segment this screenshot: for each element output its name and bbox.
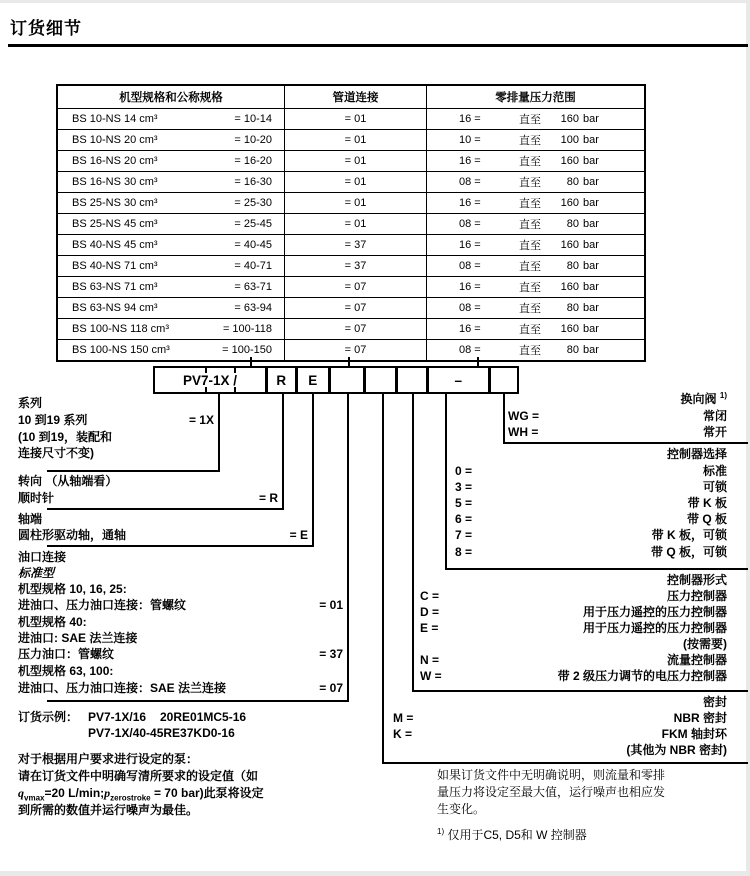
example-label: 订货示例：: [18, 710, 79, 724]
pipe-code: = 37: [285, 256, 427, 276]
pressure-prefix: 直至: [519, 135, 541, 147]
pressure-prefix: 直至: [519, 198, 541, 210]
pipe-code: = 07: [285, 298, 427, 318]
pressure-unit: bar: [583, 218, 599, 230]
controller-sel-code: 7 =: [455, 528, 473, 542]
controller-sel-code: 5 =: [455, 496, 473, 510]
section-rule: [503, 442, 748, 444]
pzero-symbol: p: [104, 786, 111, 800]
connector-line-shaft: [312, 394, 314, 545]
controller-sel-title: 控制器选择: [666, 447, 727, 461]
pipe-code: = 01: [285, 151, 427, 171]
controller-sel-code: 3 =: [455, 480, 473, 494]
code-box-seal: [364, 366, 398, 394]
default-note-line: 量压力将设定至最大值，运行噪声也相应发: [437, 785, 666, 799]
series-note-line: 连接尺寸不变): [18, 446, 94, 460]
model-label: BS 25-NS 45 cm³: [72, 218, 158, 230]
controller-sel-option: [455, 480, 727, 494]
custom-note-line: 对于根据用户要求进行设定的泵：: [18, 752, 199, 766]
qvmax-subscript: vmax: [24, 793, 45, 803]
pressure-value: 80: [566, 218, 579, 230]
controller-sel-code: 0 =: [455, 464, 473, 478]
valve-option-desc: 常闭: [702, 409, 727, 423]
ports-group3-option: [18, 681, 343, 695]
controller-form-code: E =: [420, 621, 439, 635]
controller-form-desc: 用于压力遥控的压力控制器: [582, 605, 727, 619]
ports-group1-title: 机型规格 10, 16, 25:: [18, 582, 127, 596]
ports-group3-label: 进油口、压力油口连接：SAE 法兰连接: [18, 681, 227, 695]
size-code: = 10-14: [234, 113, 272, 125]
connector-line-ports: [347, 394, 349, 700]
pressure-prefix: 直至: [519, 282, 541, 294]
controller-form-desc: 压力控制器: [666, 589, 727, 603]
valve-footnote-marker: 1): [719, 391, 727, 400]
pressure-code: 08 =: [459, 302, 481, 314]
table-row: [58, 255, 644, 276]
section-rule: [412, 690, 748, 692]
pressure-value: 80: [566, 302, 579, 314]
pressure-unit: bar: [583, 113, 599, 125]
pressure-prefix: 直至: [519, 303, 541, 315]
pressure-prefix: 直至: [519, 219, 541, 231]
ports-group2-line1: 进油口: SAE 法兰连接: [18, 631, 138, 645]
controller-sel-desc: 带 Q 板，可锁: [650, 545, 727, 559]
pressure-code: 08 =: [459, 218, 481, 230]
seal-option-code: K =: [393, 727, 413, 741]
formula-mid: =20 L/min;: [44, 786, 105, 800]
model-label: BS 100-NS 118 cm³: [72, 323, 170, 335]
model-label: BS 16-NS 20 cm³: [72, 155, 158, 167]
seal-option-desc: FKM 轴封环: [661, 727, 727, 741]
table-row: [58, 192, 644, 213]
pressure-value: 80: [566, 176, 579, 188]
size-code: = 25-45: [234, 218, 272, 230]
controller-sel-desc: 带 K 板，可锁: [651, 528, 727, 542]
connector-line-controller-sel: [445, 394, 447, 568]
shaft-code-label: E: [308, 372, 318, 388]
model-label: BS 16-NS 30 cm³: [72, 176, 158, 188]
seal-title: 密封: [702, 695, 727, 709]
controller-sel-desc: 标准: [702, 464, 727, 478]
section-rule: [382, 762, 748, 764]
pressure-code: 08 =: [459, 344, 481, 356]
header-pressure: 零排量压力范围: [495, 92, 576, 104]
section-rule: [47, 470, 220, 472]
pressure-value: 80: [566, 344, 579, 356]
controller-form-option: [420, 589, 727, 603]
controller-form-title: 控制器形式: [666, 573, 727, 587]
controller-form-code: D =: [420, 605, 440, 619]
pressure-code: 10 =: [459, 134, 481, 146]
pressure-code: 16 =: [459, 155, 481, 167]
pressure-unit: bar: [583, 134, 599, 146]
ports-title: 油口连接: [18, 550, 67, 564]
valve-option: [508, 409, 727, 423]
seal-option: [393, 743, 727, 757]
controller-sel-option: [455, 528, 727, 542]
code-separator-tick: [234, 368, 236, 373]
title-rule: [8, 44, 748, 47]
pressure-prefix: 直至: [519, 240, 541, 252]
connector-line-controller-form: [412, 394, 414, 690]
controller-form-option: [420, 669, 727, 683]
header-model: 机型规格和公称规格: [58, 86, 285, 108]
footnote-text: 仅用于C5, D5和 W 控制器: [444, 828, 587, 842]
page-title: 订货细节: [10, 19, 82, 38]
pressure-code: 16 =: [459, 239, 481, 251]
size-code: = 25-30: [234, 197, 272, 209]
model-selection-table: [56, 84, 646, 362]
pressure-code: 16 =: [459, 197, 481, 209]
shaft-title: 轴端: [18, 512, 43, 526]
pressure-prefix: 直至: [519, 345, 541, 357]
formula-tail: = 70 bar)此泵将设定: [150, 786, 264, 800]
ports-group2-title: 机型规格 40:: [18, 615, 87, 629]
section-rule: [47, 508, 284, 510]
section-rule: [47, 545, 314, 547]
default-note-line: 如果订货文件中无明确说明，则流量和零排: [437, 768, 666, 782]
example-code-1b: 20RE01MC5-16: [160, 710, 247, 724]
section-rule: [47, 700, 349, 702]
table-row: [58, 108, 644, 129]
pressure-value: 160: [560, 281, 579, 293]
table-row: [58, 276, 644, 297]
table-row: [58, 150, 644, 171]
model-label: BS 40-NS 45 cm³: [72, 239, 158, 251]
custom-note-line: 请在订货文件中明确写清所要求的设定值（如: [18, 769, 259, 783]
code-separator-tick: [205, 368, 207, 373]
controller-form-code: C =: [420, 589, 440, 603]
page-edge: [0, 871, 750, 876]
connector-line: [250, 357, 252, 366]
controller-sel-option: [455, 464, 727, 478]
controller-form-code: W =: [420, 669, 442, 683]
default-note-line: 生变化。: [437, 802, 486, 816]
header-pipe: 管道连接: [285, 86, 427, 108]
model-label: BS 100-NS 150 cm³: [72, 344, 170, 356]
pressure-prefix: 直至: [519, 177, 541, 189]
size-code: = 100-118: [222, 323, 272, 335]
model-label: BS 63-NS 94 cm³: [72, 302, 158, 314]
valve-title: [500, 392, 727, 406]
controller-sel-option: [455, 545, 727, 559]
valve-option-code: WH =: [508, 425, 539, 439]
size-code: = 16-30: [234, 176, 272, 188]
table-row: [58, 234, 644, 255]
pressure-code: 16 =: [459, 113, 481, 125]
ports-group3-title: 机型规格 63, 100:: [18, 664, 114, 678]
seal-option: [393, 711, 727, 725]
controller-sel-code: 8 =: [455, 545, 473, 559]
size-code: = 16-20: [234, 155, 272, 167]
controller-sel-option: [455, 512, 727, 526]
ports-group2-option: [18, 647, 343, 661]
pipe-code: = 01: [285, 214, 427, 234]
controller-form-desc: 流量控制器: [666, 653, 727, 667]
pipe-code: = 01: [285, 109, 427, 129]
table-row: [58, 339, 644, 360]
series-option: [18, 413, 214, 427]
size-code: = 100-150: [222, 344, 272, 356]
pressure-prefix: 直至: [519, 324, 541, 336]
ports-group2-code: = 37: [319, 647, 343, 661]
page-edge: [746, 0, 750, 876]
pressure-unit: bar: [583, 239, 599, 251]
pressure-code: 08 =: [459, 176, 481, 188]
controller-form-desc: (按需要): [683, 637, 727, 651]
controller-form-option: [420, 605, 727, 619]
size-code: = 63-94: [234, 302, 272, 314]
pressure-unit: bar: [583, 344, 599, 356]
table-row: [58, 213, 644, 234]
custom-note-line: 到所需的数值并运行噪声为最佳。: [18, 803, 199, 817]
pressure-prefix: 直至: [519, 261, 541, 273]
pressure-value: 160: [560, 197, 579, 209]
pressure-value: 160: [560, 323, 579, 335]
pipe-code: = 01: [285, 172, 427, 192]
code-separator-tick: [205, 387, 207, 392]
shaft-option-code: = E: [289, 528, 308, 542]
valve-title-text: 换向阀: [680, 392, 720, 406]
pressure-value: 160: [560, 113, 579, 125]
pipe-code: = 01: [285, 130, 427, 150]
table-row: [58, 297, 644, 318]
pressure-unit: bar: [583, 260, 599, 272]
pipe-code: = 37: [285, 235, 427, 255]
ports-group3-code: = 07: [319, 681, 343, 695]
controller-sel-desc: 带 Q 板: [686, 512, 727, 526]
valve-option: [508, 425, 727, 439]
series-option-label: 10 到19 系列: [18, 413, 88, 427]
dash-label: –: [454, 372, 462, 388]
code-separator-tick: [234, 387, 236, 392]
shaft-option: [18, 528, 308, 542]
pressure-value: 100: [560, 134, 579, 146]
ports-subtitle: 标准型: [18, 566, 55, 580]
size-code: = 10-20: [234, 134, 272, 146]
ports-group1-code: = 01: [319, 598, 343, 612]
pressure-value: 80: [566, 260, 579, 272]
ports-group1-label: 进油口、压力油口连接：管螺纹: [18, 598, 187, 612]
rotation-option-label: 顺时针: [18, 491, 55, 505]
footnote: [437, 828, 587, 842]
pressure-unit: bar: [583, 197, 599, 209]
model-label: BS 63-NS 71 cm³: [72, 281, 158, 293]
pressure-prefix: 直至: [519, 114, 541, 126]
pipe-code: = 07: [285, 277, 427, 297]
code-box-prefix: [153, 366, 267, 394]
size-code: = 63-71: [234, 281, 272, 293]
controller-sel-option: [455, 496, 727, 510]
code-box-pressure: [427, 366, 491, 394]
seal-option-code: M =: [393, 711, 414, 725]
code-box-pipe: [329, 366, 366, 394]
code-prefix-label: PV7-1X /: [182, 372, 238, 388]
valve-option-code: WG =: [508, 409, 540, 423]
seal-option: [393, 727, 727, 741]
pressure-unit: bar: [583, 155, 599, 167]
connector-line: [348, 357, 350, 366]
pipe-code: = 07: [285, 319, 427, 339]
controller-form-desc: 用于压力遥控的压力控制器: [582, 621, 727, 635]
model-label: BS 25-NS 30 cm³: [72, 197, 158, 209]
ports-group1-option: [18, 598, 343, 612]
controller-sel-code: 6 =: [455, 512, 473, 526]
series-title: 系列: [18, 396, 43, 410]
qvmax-symbol: q: [18, 786, 24, 800]
pressure-value: 160: [560, 155, 579, 167]
shaft-option-label: 圆柱形驱动轴，通轴: [18, 528, 127, 542]
model-label: BS 40-NS 71 cm³: [72, 260, 158, 272]
table-row: [58, 171, 644, 192]
code-box-controller-form: [396, 366, 429, 394]
pipe-code: = 01: [285, 193, 427, 213]
pressure-prefix: 直至: [519, 156, 541, 168]
pressure-unit: bar: [583, 176, 599, 188]
rotation-option: [18, 491, 278, 505]
seal-option-desc: NBR 密封: [673, 711, 727, 725]
valve-option-desc: 常开: [702, 425, 727, 439]
pressure-code: 16 =: [459, 323, 481, 335]
section-rule: [445, 568, 748, 570]
pressure-unit: bar: [583, 281, 599, 293]
table-row: [58, 318, 644, 339]
model-label: BS 10-NS 14 cm³: [72, 113, 158, 125]
pressure-unit: bar: [583, 323, 599, 335]
connector-line-seal: [382, 394, 384, 762]
model-label: BS 10-NS 20 cm³: [72, 134, 158, 146]
rotation-title: 转向 （从轴端看）: [18, 474, 118, 488]
example-code-2: PV7-1X/40-45RE37KD0-16: [88, 726, 235, 740]
rotation-option-code: = R: [258, 491, 278, 505]
size-code: = 40-71: [234, 260, 272, 272]
pressure-code: 16 =: [459, 281, 481, 293]
controller-form-option: [420, 621, 727, 635]
seal-option-desc: (其他为 NBR 密封): [626, 743, 727, 757]
code-box-rotation: [266, 366, 298, 394]
controller-form-option: [420, 653, 727, 667]
connector-line: [477, 357, 479, 366]
table-row: [58, 129, 644, 150]
connector-line-series: [218, 394, 220, 470]
table-header-row: [58, 86, 644, 108]
page-edge: [0, 0, 750, 3]
pressure-value: 160: [560, 239, 579, 251]
controller-sel-desc: 可锁: [702, 480, 727, 494]
connector-line-rotation: [282, 394, 284, 508]
series-option-code: = 1X: [188, 413, 214, 427]
code-box-shaft: [296, 366, 331, 394]
example-code-1a: PV7-1X/16: [88, 710, 147, 724]
ports-group2-label: 压力油口：管螺纹: [18, 647, 115, 661]
controller-form-desc: 带 2 级压力调节的电压力控制器: [557, 669, 727, 683]
custom-note-formula-line: [18, 786, 264, 803]
size-code: = 40-45: [234, 239, 272, 251]
controller-sel-desc: 带 K 板: [687, 496, 727, 510]
pressure-code: 08 =: [459, 260, 481, 272]
rotation-code-label: R: [276, 372, 287, 388]
pipe-code: = 07: [285, 340, 427, 360]
code-box-valve: [489, 366, 520, 394]
pressure-unit: bar: [583, 302, 599, 314]
pzero-subscript: zerostroke: [110, 793, 151, 803]
footnote-marker: 1): [437, 827, 445, 836]
controller-form-option: [420, 637, 727, 651]
controller-form-code: N =: [420, 653, 440, 667]
series-note-line: (10 到19，装配和: [18, 430, 113, 444]
